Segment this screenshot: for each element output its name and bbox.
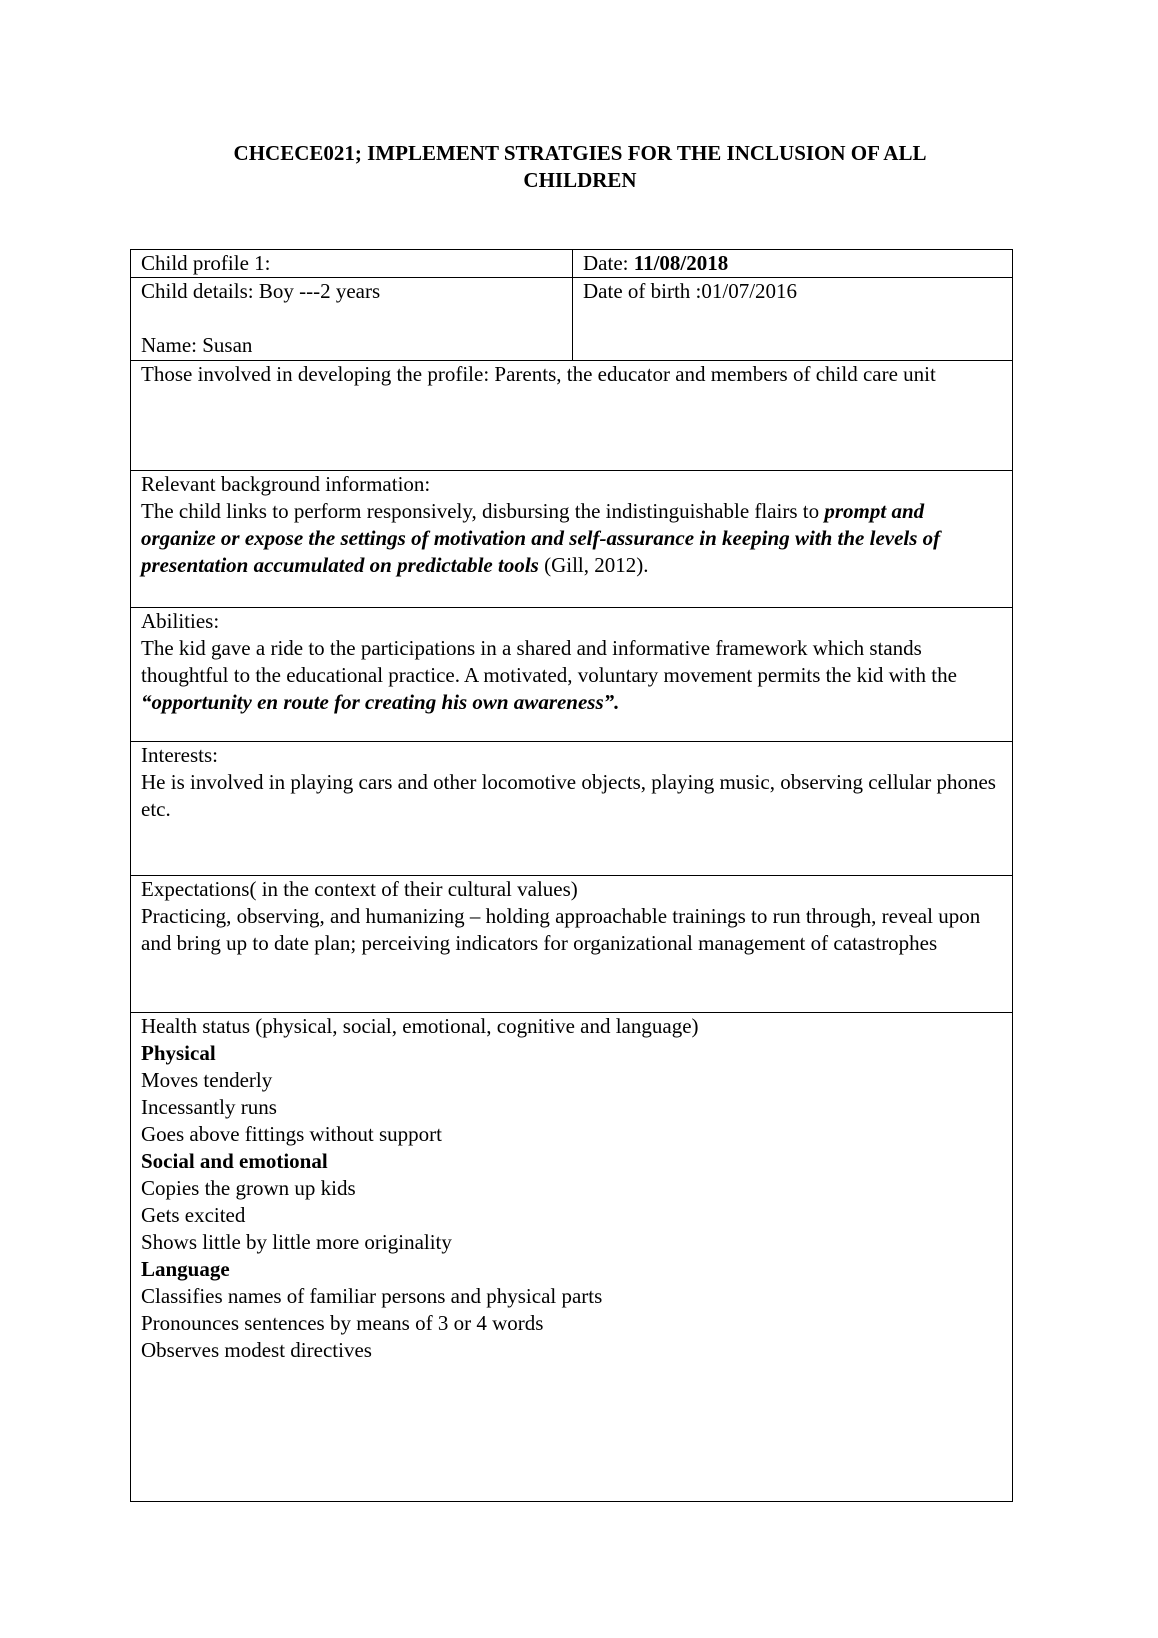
social-item: Shows little by little more originality [141, 1230, 452, 1254]
child-profile-table [130, 249, 1013, 1502]
background-text [141, 499, 940, 577]
date-of-birth-text: Date of birth :01/07/2016 [583, 279, 798, 303]
date-of-birth-cell [573, 278, 1013, 361]
spacer [141, 305, 562, 332]
health-heading: Health status (physical, social, emotional, cognitive and language) [141, 1014, 699, 1038]
background-text-emphasis: prompt and organize or expose the settings of motivation and self-assurance in keeping with the levels of presentation accumulated on predictable tools [141, 499, 941, 577]
expectations-text: Practicing, observing, and humanizing – holding approachable trainings to run through, reveal upon and bring up to date plan; perceiving indicators for organizational management of catastrophes [141, 904, 981, 955]
interests-heading: Interests: [141, 743, 218, 767]
child-profile-label: Child profile 1: [141, 251, 271, 275]
child-details-row [131, 278, 1013, 361]
interests-row [131, 742, 1013, 876]
abilities-text [141, 636, 957, 714]
profile-header-row [131, 250, 1013, 278]
document-title [130, 140, 1030, 194]
social-item: Gets excited [141, 1203, 246, 1227]
abilities-heading: Abilities: [141, 609, 220, 633]
physical-item: Moves tenderly [141, 1068, 273, 1092]
date-cell [573, 250, 1013, 278]
language-item: Pronounces sentences by means of 3 or 4 words [141, 1311, 544, 1335]
background-cell [131, 471, 1013, 608]
date-label: Date: [583, 251, 634, 275]
child-name-text: Name: Susan [141, 333, 253, 357]
document-title-line-2: CHILDREN [523, 168, 637, 192]
abilities-text-plain: The kid gave a ride to the participations in a shared and informative framework which stands thoughtful to the educational practice. A motivated, voluntary movement permits the kid with the [141, 636, 957, 687]
child-details-cell [131, 278, 573, 361]
background-text-plain: The child links to perform responsively, disbursing the indistinguishable flairs to [141, 499, 825, 523]
interests-text: He is involved in playing cars and other locomotive objects, playing music, observing cellular phones etc. [141, 770, 996, 821]
date-value: 11/08/2018 [633, 251, 729, 275]
health-cell [131, 1013, 1013, 1502]
physical-item: Incessantly runs [141, 1095, 277, 1119]
expectations-heading: Expectations( in the context of their cultural values) [141, 877, 578, 901]
child-profile-cell [131, 250, 573, 278]
abilities-text-emphasis: “opportunity en route for creating his own awareness”. [141, 690, 620, 714]
child-details-text: Child details: Boy ---2 years [141, 279, 381, 303]
expectations-cell [131, 876, 1013, 1013]
language-item: Observes modest directives [141, 1338, 372, 1362]
involved-row [131, 361, 1013, 471]
involved-cell [131, 361, 1013, 471]
expectations-row [131, 876, 1013, 1013]
physical-heading: Physical [141, 1041, 216, 1065]
social-item: Copies the grown up kids [141, 1176, 356, 1200]
social-emotional-heading: Social and emotional [141, 1149, 328, 1173]
physical-item: Goes above fittings without support [141, 1122, 442, 1146]
language-item: Classifies names of familiar persons and physical parts [141, 1284, 603, 1308]
involved-text: Those involved in developing the profile: Parents, the educator and members of child care unit [141, 362, 936, 386]
background-heading: Relevant background information: [141, 472, 431, 496]
document-title-line-1: CHCECE021; IMPLEMENT STRATGIES FOR THE INCLUSION OF ALL [233, 141, 927, 165]
background-row [131, 471, 1013, 608]
background-citation: (Gill, 2012). [538, 553, 649, 577]
language-heading: Language [141, 1257, 230, 1281]
abilities-cell [131, 608, 1013, 742]
interests-cell [131, 742, 1013, 876]
health-row [131, 1013, 1013, 1502]
abilities-row [131, 608, 1013, 742]
